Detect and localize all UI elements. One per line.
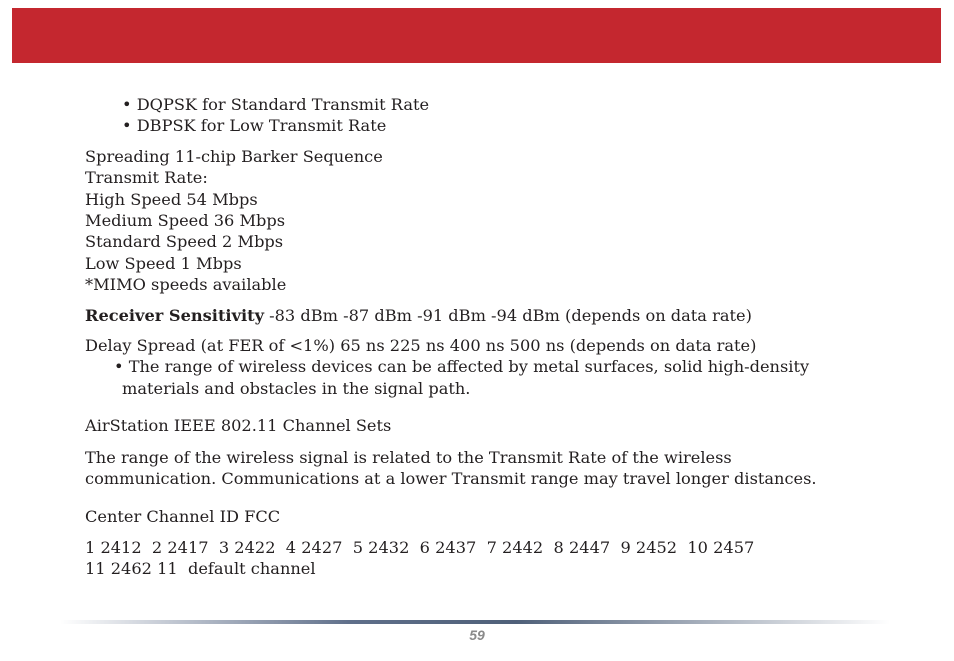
- channel-sets-title: AirStation IEEE 802.11 Channel Sets: [85, 416, 392, 436]
- transmit-rate-title: Transmit Rate:: [85, 168, 208, 188]
- spreading-text: Spreading 11-chip Barker Sequence: [85, 146, 383, 166]
- header-banner: [12, 8, 941, 63]
- receiver-sensitivity: [85, 305, 885, 326]
- mimo-note: *MIMO speeds available: [85, 275, 287, 295]
- spec-content: [85, 94, 885, 580]
- receiver-sensitivity-value: -83 dBm -87 dBm -91 dBm -94 dBm (depends on data rate): [264, 305, 752, 325]
- range-paragraph: [85, 447, 885, 490]
- delay-spread-text: Delay Spread (at FER of <1%) 65 ns 225 ns 400 ns 500 ns (depends on data rate): [85, 336, 757, 356]
- rate-standard: Standard Speed 2 Mbps: [85, 232, 284, 252]
- modulation-bullet-dbpsk: • DBPSK for Low Transmit Rate: [122, 116, 387, 136]
- channel-list-line-1: 1 2412 2 2417 3 2422 4 2427 5 2432 6 2437 7 2442 8 2447 9 2452 10 2457: [85, 537, 755, 557]
- modulation-bullet-dqpsk: • DQPSK for Standard Transmit Rate: [122, 95, 430, 114]
- rate-high: High Speed 54 Mbps: [85, 189, 258, 209]
- channel-list: [85, 537, 885, 580]
- range-paragraph-line-2: communication. Communications at a lower Transmit range may travel longer distances.: [85, 469, 817, 489]
- channel-list-line-2: 11 2462 11 default channel: [85, 559, 316, 579]
- range-paragraph-line-1: The range of the wireless signal is related to the Transmit Rate of the wireless: [85, 447, 732, 467]
- footer-divider: [60, 620, 890, 624]
- receiver-sensitivity-label: Receiver Sensitivity: [85, 305, 265, 325]
- rate-medium: Medium Speed 36 Mbps: [85, 211, 286, 231]
- rate-low: Low Speed 1 Mbps: [85, 253, 242, 273]
- center-channel-title: Center Channel ID FCC: [85, 506, 281, 526]
- page-number: 59: [469, 627, 485, 643]
- range-note-bullet: • The range of wireless devices can be affected by metal surfaces, solid high-density materials and obstacles in the signal path.: [114, 357, 810, 398]
